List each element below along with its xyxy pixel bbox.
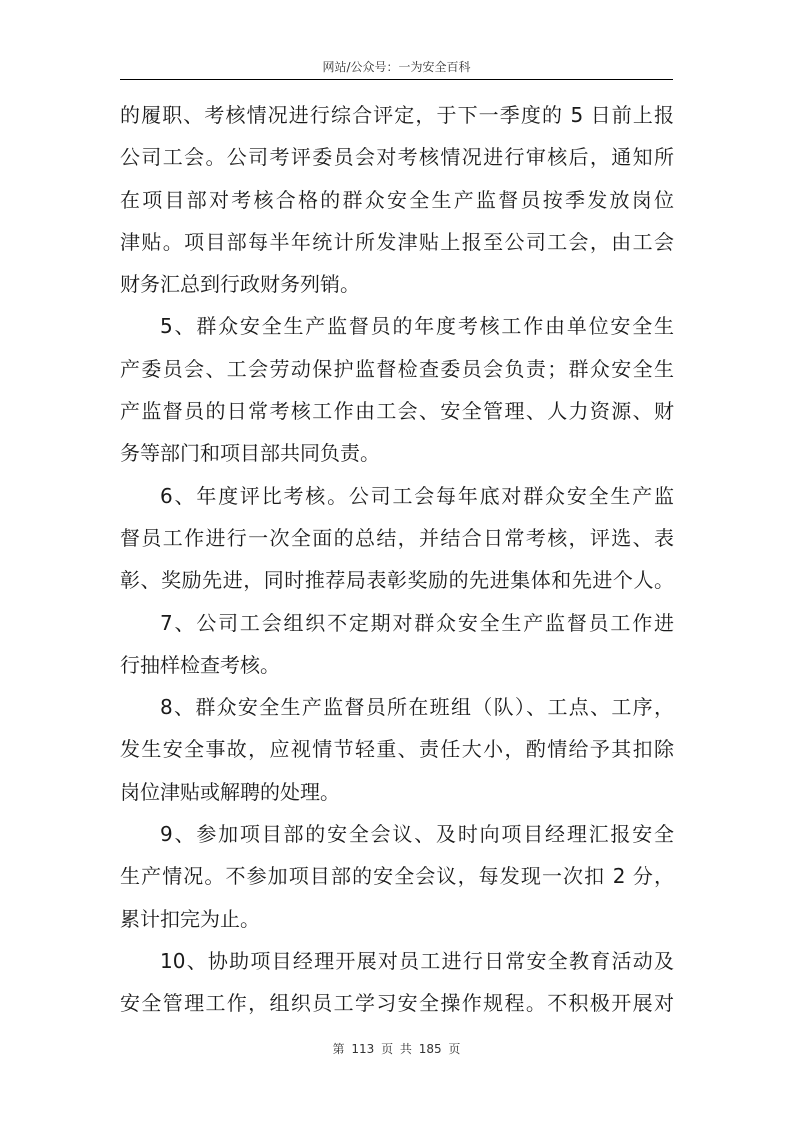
document-body [120, 94, 674, 1025]
text-line: 10、协助项目经理开展对员工进行日常安全教育活动及 [160, 948, 674, 973]
text-line: 在项目部对考核合格的群众安全生产监督员按季发放岗位 [120, 187, 674, 212]
text-line: 产委员会、工会劳动保护监督检查委员会负责；群众安全生 [120, 356, 674, 381]
text-line: 8、群众安全生产监督员所在班组（队）、工点、工序， [160, 695, 674, 720]
text-line: 务等部门和项目部共同负责。 [120, 441, 380, 466]
text-line: 督员工作进行一次全面的总结，并结合日常考核，评选、表 [120, 525, 674, 550]
page-header: 网站/公众号：一为安全百科 [322, 60, 471, 74]
text-line: 5、群众安全生产监督员的年度考核工作由单位安全生 [160, 314, 674, 339]
text-line: 发生安全事故，应视情节轻重、责任大小，酌情给予其扣除 [120, 737, 674, 762]
text-line: 累计扣完为止。 [120, 906, 260, 931]
text-line: 7、公司工会组织不定期对群众安全生产监督员工作进 [160, 610, 674, 635]
text-line: 行抽样检查考核。 [120, 652, 280, 677]
text-line: 安全管理工作，组织员工学习安全操作规程。不积极开展对 [120, 991, 674, 1016]
text-line: 公司工会。公司考评委员会对考核情况进行审核后，通知所 [120, 145, 674, 170]
text-line: 生产情况。不参加项目部的安全会议，每发现一次扣 2 分， [120, 864, 674, 889]
text-line: 彰、奖励先进，同时推荐局表彰奖励的先进集体和先进个人。 [120, 568, 674, 593]
text-line: 财务汇总到行政财务列销。 [120, 272, 360, 297]
text-line: 9、参加项目部的安全会议、及时向项目经理汇报安全 [160, 822, 674, 847]
text-line: 岗位津贴或解聘的处理。 [120, 779, 340, 804]
text-line: 产监督员的日常考核工作由工会、安全管理、人力资源、财 [120, 399, 674, 424]
text-line: 津贴。项目部每半年统计所发津贴上报至公司工会，由工会 [120, 229, 674, 254]
text-line: 6、年度评比考核。公司工会每年底对群众安全生产监 [160, 483, 674, 508]
header-divider [120, 79, 673, 80]
text-line: 的履职、考核情况进行综合评定，于下一季度的 5 日前上报 [120, 103, 674, 127]
page-number-footer: 第 113 页 共 185 页 [332, 1042, 461, 1056]
